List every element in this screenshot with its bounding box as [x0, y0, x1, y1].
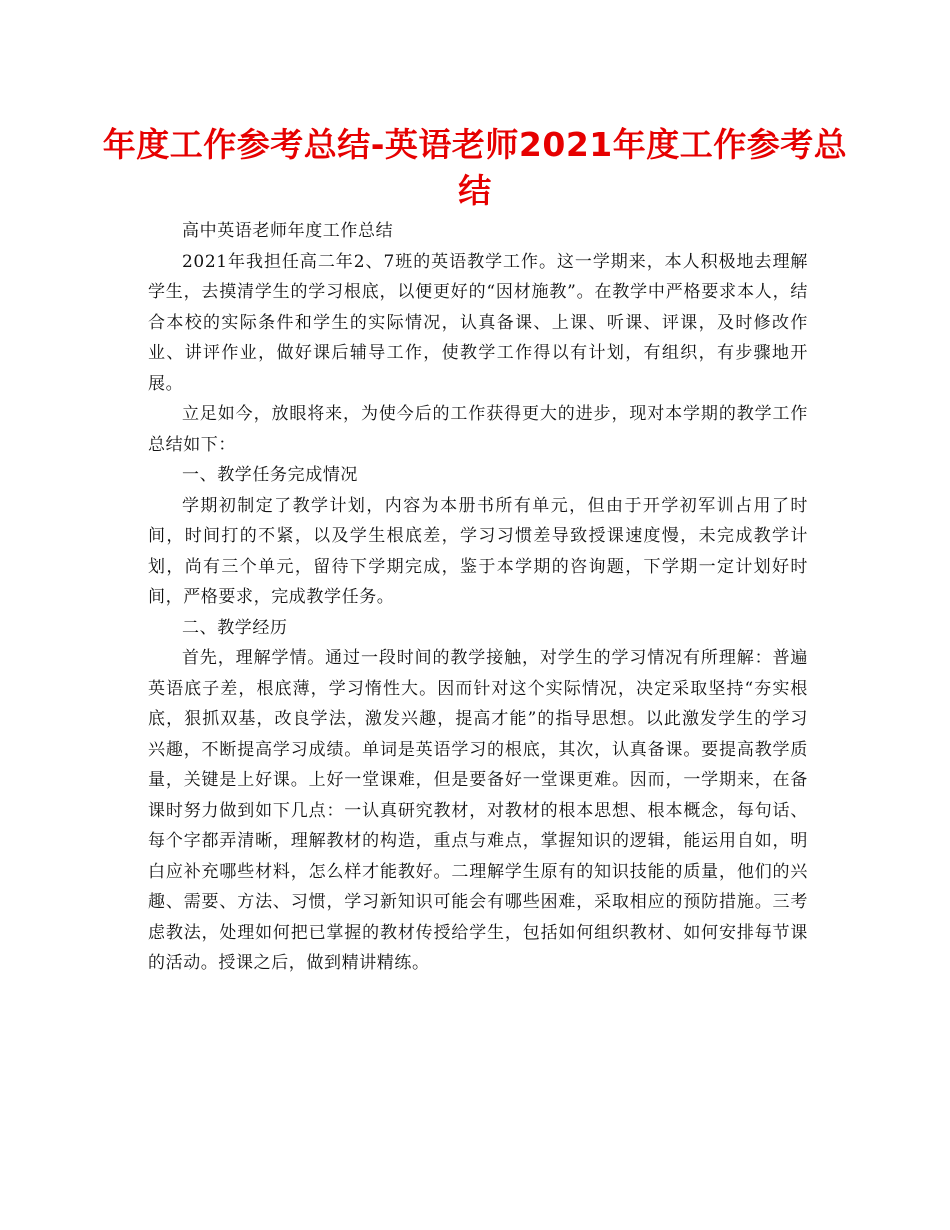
section-heading: 一、教学任务完成情况: [182, 465, 358, 485]
paragraph: 首先，理解学情。通过一段时间的教学接触，对学生的学习情况有所理解：普遍英语底子差，根底薄，学习惰性大。因而针对这个实际情况，决定采取坚持“夯实根底，狠抓双基，改良学法，激发兴趣，提高才能”的指导思想。以此激发学生的学习兴趣，不断提高学习成绩。单词是英语学习的根底，其次，认真备课。要提高教学质量，关键是上好课。上好一堂课难，但是要备好一堂课更难。因而，一学期来，在备课时努力做到如下几点：一认真研究教材，对教材的根本思想、根本概念，每句话、每个字都弄清晰，理解教材的构造，重点与难点，掌握知识的逻辑，能运用自如，明白应补充哪些材料，怎么样才能教好。二理解学生原有的知识技能的质量，他们的兴趣、需要、方法、习惯，学习新知识可能会有哪些困难，采取相应的预防措施。三考虑教法，处理如何把已掌握的教材传授给学生，包括如何组织教材、如何安排每节课的活动。授课之后，做到精讲精练。: [148, 648, 808, 973]
paragraph: 立足如今，放眼将来，为使今后的工作获得更大的进步，现对本学期的教学工作总结如下：: [148, 404, 808, 455]
paragraph: 学期初制定了教学计划，内容为本册书所有单元，但由于开学初军训占用了时间，时间打的不紧，以及学生根底差，学习习惯差导致授课速度慢，未完成教学计划，尚有三个单元，留待下学期完成，鉴于本学期的咨询题，下学期一定计划好时间，严格要求，完成教学任务。: [148, 495, 808, 607]
section-heading: 二、教学经历: [182, 617, 288, 638]
document-title: 年度工作参考总结-英语老师2021年度工作参考总结: [102, 125, 848, 210]
document-body: [148, 216, 808, 979]
paragraph: 2021年我担任高二年2、7班的英语教学工作。这一学期来，本人积极地去理解学生，去摸清学生的学习根底，以便更好的“因材施教”。在教学中严格要求本人，结合本校的实际条件和学生的实际情况，认真备课、上课、听课、评课，及时修改作业、讲评作业，做好课后辅导工作，使教学工作得以有计划，有组织，有步骤地开展。: [148, 251, 808, 394]
section-heading: 高中英语老师年度工作总结: [182, 221, 394, 241]
